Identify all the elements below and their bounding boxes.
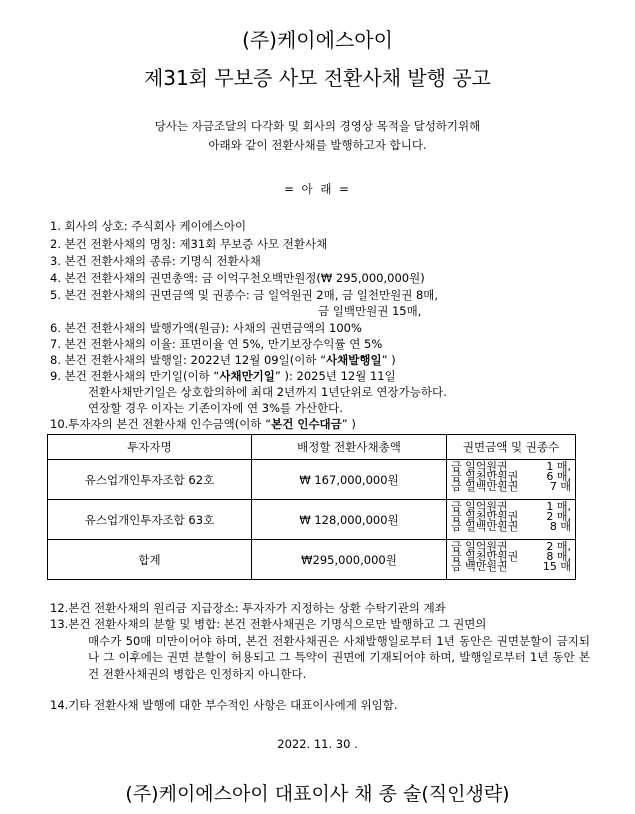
- item-13-first-line: 13.본건 전환사채의 분할 및 병합: 본건 전환사채권은 기명식으로만 발행하고 그 권면의: [50, 617, 487, 631]
- denom-count: 6 매,: [546, 470, 571, 483]
- denom-label: 금 일억원권: [451, 500, 508, 513]
- item-9-text: 9. 본건 전환사채의 만기일(이하 “: [50, 369, 220, 383]
- item-10: [50, 416, 356, 432]
- item-9-close: ” ): 2025년 12월 11일: [274, 369, 396, 383]
- intro-line-2: 아래와 같이 전환사채를 발행하고자 합니다.: [208, 138, 427, 152]
- item-2: 2. 본건 전환사채의 명칭: 제31회 무보증 사모 전환사채: [50, 237, 328, 251]
- item-14: 14.기타 전환사채 발행에 대한 부수적인 사항은 대표이사에게 위임함.: [50, 698, 398, 712]
- denom-count: 1 매,: [546, 500, 571, 513]
- item-1: 1. 회사의 상호: 주식회사 케이에스아이: [50, 219, 247, 233]
- item-9-term: 사채만기일: [219, 369, 275, 383]
- total-label: 합계: [48, 540, 252, 580]
- item-4: 4. 본건 전환사채의 권면총액: 금 이억구천오백만원정(₩ 295,000,000원): [50, 271, 425, 285]
- item-9-extension-interest: 연장할 경우 이자는 기존이자에 연 3%를 가산한다.: [88, 401, 343, 415]
- item-13-body: 매수가 50매 미만이어야 하며, 본건 전환사채권은 사채발행일로부터 1년 동안은 권면분할이 금지되나 그 이후에는 권면 분할이 허용되고 그 특약이 권면에 기재되어야 하며, 발행일로부터 1년 동안 본건 전환사채권의 병합은 인정하지 아니한다.: [88, 633, 590, 681]
- denom-count: 2 매,: [546, 510, 571, 523]
- denom-label: 금 일억원권: [451, 460, 508, 473]
- total-amount: ₩295,000,000원: [252, 540, 447, 580]
- item-8-text: 8. 본건 전환사채의 발행일: 2022년 12월 09일(이하 “: [50, 353, 327, 367]
- item-10-close: ” ): [341, 417, 356, 431]
- denom-count: 2 매,: [546, 540, 571, 553]
- header-denomination: 권면금액 및 권종수: [447, 435, 576, 460]
- investor-name: 유스업개인투자조합 62호: [48, 460, 252, 500]
- denom-label: 금 백만원권: [451, 560, 508, 573]
- item-9: [50, 368, 396, 384]
- denom-label: 금 일천만원권: [451, 470, 519, 483]
- denom-label: 금 일백만원권: [451, 520, 519, 533]
- allocated-amount: ₩ 128,000,000원: [252, 500, 447, 540]
- notice-title: 제31회 무보증 사모 전환사채 발행 공고: [143, 66, 492, 90]
- notice-date: 2022. 11. 30 .: [277, 737, 358, 751]
- denom-label: 금 일천만원권: [451, 510, 519, 523]
- table-row: [48, 500, 576, 540]
- item-7: 7. 본건 전환사채의 이율: 표면이율 연 5%, 만기보장수익률 연 5%: [50, 337, 383, 351]
- investor-table: [47, 434, 576, 580]
- denomination-cell: [447, 460, 576, 500]
- item-8-term: 사채발행일: [326, 353, 382, 367]
- item-9-extension: 전환사채만기일은 상호합의하에 최대 2년까지 1년단위로 연장가능하다.: [88, 385, 447, 399]
- item-5-continued: 금 일백만원권 15매,: [318, 304, 422, 318]
- intro-line-1: 당사는 자금조달의 다각화 및 회사의 경영상 목적을 달성하기위해: [154, 119, 481, 133]
- signature-line: (주)케이에스아이 대표이사 채 종 술(직인생략): [125, 783, 510, 805]
- denom-count: 1 매,: [546, 460, 571, 473]
- below-label: = 아 래 =: [284, 182, 351, 196]
- denom-label: 금 일천만원권: [451, 550, 519, 563]
- table-total-row: [48, 540, 576, 580]
- item-8-close: ” ): [381, 353, 396, 367]
- table-row: [48, 460, 576, 500]
- denom-count: 8 매,: [546, 550, 571, 563]
- item-6: 6. 본건 전환사채의 발행가액(원금): 사채의 권면금액의 100%: [50, 321, 362, 335]
- header-investor: 투자자명: [48, 435, 252, 460]
- item-10-text: 10.투자자의 본건 전환사채 인수금액(이하 “: [50, 417, 272, 431]
- company-name: (주)케이에스아이: [242, 28, 393, 52]
- denom-label: 금 일억원권: [451, 540, 508, 553]
- allocated-amount: ₩ 167,000,000원: [252, 460, 447, 500]
- item-13: [50, 616, 590, 682]
- table-header-row: [48, 435, 576, 460]
- item-3: 3. 본건 전환사채의 종류: 기명식 전환사채: [50, 254, 261, 268]
- header-amount: 배정할 전환사채총액: [252, 435, 447, 460]
- item-12: 12.본건 전환사채의 원리금 지급장소: 투자자가 지정하는 상환 수탁기관의 계좌: [50, 601, 446, 615]
- item-8: [50, 352, 396, 368]
- investor-name: 유스업개인투자조합 63호: [48, 500, 252, 540]
- denomination-cell: [447, 540, 576, 580]
- item-5: 5. 본건 전환사채의 권면금액 및 권종수: 금 일억원권 2매, 금 일천만원권 8매,: [50, 288, 439, 302]
- denom-count: 15 매: [542, 560, 571, 573]
- item-10-term: 본건 인수대금: [271, 417, 342, 431]
- denom-count: 7 매: [549, 480, 571, 493]
- denom-count: 8 매: [549, 520, 571, 533]
- denomination-cell: [447, 500, 576, 540]
- denom-label: 금 일백만원권: [451, 480, 519, 493]
